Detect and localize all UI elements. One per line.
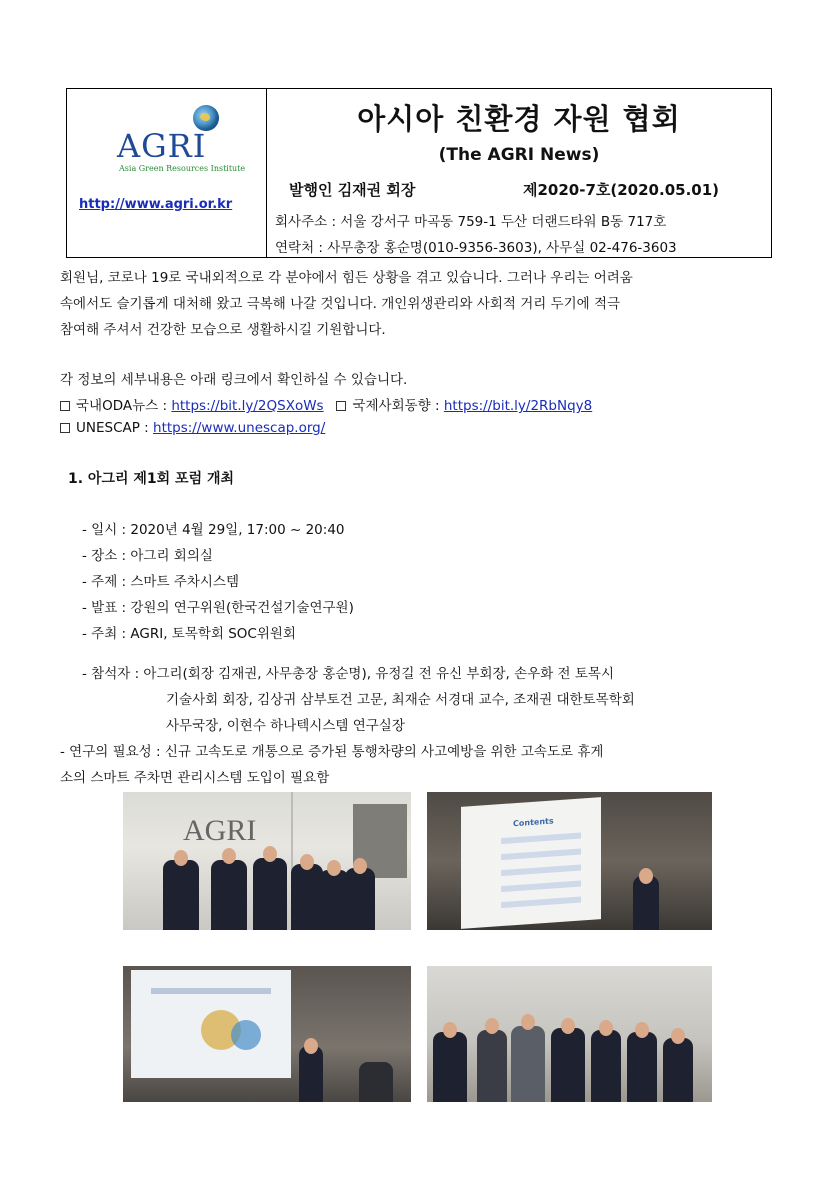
photo-presentation-slide — [123, 966, 411, 1102]
unescap-label: UNESCAP : — [76, 420, 154, 436]
checkbox-icon — [336, 401, 346, 411]
photo-group-fist-pose — [427, 966, 712, 1102]
links-row-2 — [60, 420, 325, 436]
newsletter-subtitle: (The AGRI News) — [438, 145, 600, 165]
links-row-1 — [60, 394, 592, 414]
oda-label: 국내ODA뉴스 : — [76, 398, 172, 414]
attendees-line-2: 기술사회 회장, 김상귀 삼부토건 고문, 최재순 서경대 교수, 조재권 대한토목학회 — [166, 692, 635, 708]
research-need-line-1: - 연구의 필요성 : 신규 고속도로 개통으로 증가된 통행차량의 사고예방을 위한 고속도로 휴게 — [60, 744, 604, 760]
unescap-link[interactable]: https://www.unescap.org/ — [153, 420, 326, 436]
newsletter-header — [66, 88, 772, 258]
projected-slide — [461, 797, 601, 929]
issue-number: 제2020-7호(2020.05.01) — [523, 181, 719, 199]
contact-info: 연락처 : 사무총장 홍순명(010-9356-3603), 사무실 02-476-3603 — [275, 240, 677, 256]
logo-subtitle: Asia Green Resources Institute — [119, 164, 246, 173]
section-title: 1. 아그리 제1회 포럼 개최 — [68, 471, 235, 487]
newsletter-title: 아시아 친환경 자원 협회 — [357, 102, 681, 136]
attendees-line-3: 사무국장, 이현수 하나텍시스템 연구실장 — [166, 718, 405, 734]
publisher: 발행인 김재권 회장 — [289, 181, 416, 199]
agri-logo — [117, 99, 257, 173]
checkbox-icon — [60, 401, 70, 411]
intro-line-3: 참여해 주셔서 건강한 모습으로 생활하시길 기원합니다. — [60, 322, 386, 338]
event-host: - 주최 : AGRI, 토목학회 SOC위원회 — [82, 626, 296, 642]
logo-text: AGRI — [117, 127, 207, 165]
intl-trends-link[interactable]: https://bit.ly/2RbNqy8 — [443, 398, 593, 414]
company-address: 회사주소 : 서울 강서구 마곡동 759-1 두산 더랜드타워 B동 717호 — [275, 214, 667, 230]
event-presenter: - 발표 : 강원의 연구위원(한국건설기술연구원) — [82, 600, 354, 616]
website-link[interactable]: http://www.agri.or.kr — [79, 197, 233, 212]
photo-group-agri-wall — [123, 792, 411, 930]
intro-line-1: 회원님, 코로나 19로 국내외적으로 각 분야에서 힘든 상황을 겪고 있습니다. 그러나 우리는 어려움 — [60, 270, 633, 286]
oda-news-link[interactable]: https://bit.ly/2QSXoWs — [171, 398, 324, 414]
header-logo-panel — [67, 89, 267, 257]
photo-presentation-contents — [427, 792, 712, 930]
projected-slide-2 — [131, 970, 291, 1078]
event-date: - 일시 : 2020년 4월 29일, 17:00 ~ 20:40 — [82, 522, 345, 538]
event-topic: - 주제 : 스마트 주차시스템 — [82, 574, 239, 590]
checkbox-icon — [60, 423, 70, 433]
attendees-line-1: - 참석자 : 아그리(회장 김재권, 사무총장 홍순명), 유정길 전 유신 부회장, 손우화 전 토목시 — [82, 666, 615, 682]
intl-label: 국제사회동향 : — [352, 398, 444, 414]
research-need-line-2: 소의 스마트 주차면 관리시스템 도입이 필요함 — [60, 770, 330, 786]
links-intro: 각 정보의 세부내용은 아래 링크에서 확인하실 수 있습니다. — [60, 372, 408, 388]
slide-title: Contents — [513, 816, 554, 829]
event-place: - 장소 : 아그리 회의실 — [82, 548, 213, 564]
wall-logo-text: AGRI — [183, 814, 257, 847]
intro-line-2: 속에서도 슬기롭게 대처해 왔고 극복해 나갈 것입니다. 개인위생관리와 사회적 거리 두기에 적극 — [60, 296, 621, 312]
